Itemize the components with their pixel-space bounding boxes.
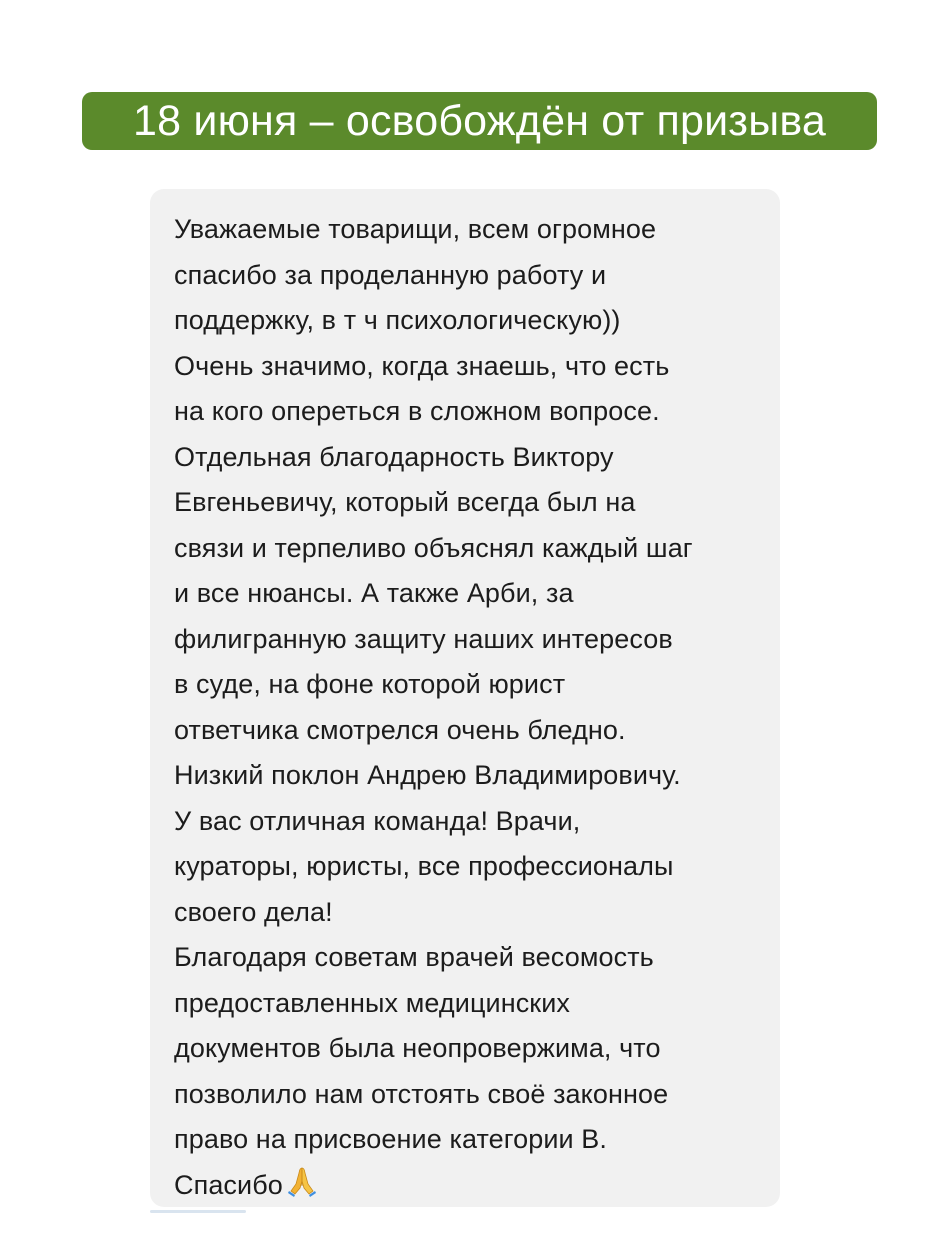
message-line: кураторы, юристы, все профессионалы xyxy=(174,851,674,881)
message-line: документов была неопровержима, что xyxy=(174,1033,661,1063)
message-line: предоставленных медицинских xyxy=(174,987,571,1018)
message-line: Благодаря советам врачей весомость xyxy=(174,942,654,972)
message-line: право на присвоение категории В. xyxy=(174,1124,608,1154)
message-line: филигранную защиту наших интересов xyxy=(174,623,673,654)
message-line: связи и терпеливо объяснял каждый шаг xyxy=(174,532,693,563)
header-badge xyxy=(82,92,877,150)
message-line: Низкий поклон Андрею Владимировичу. xyxy=(174,760,681,790)
folded-hands-icon xyxy=(285,1164,319,1198)
bottom-edge-indicator xyxy=(150,1210,246,1213)
closing-word: Спасибо xyxy=(174,1169,283,1200)
message-line: и все нюансы. А также Арби, за xyxy=(174,578,574,608)
message-line: поддержку, в т ч психологическую)) xyxy=(174,305,621,335)
message-line: Очень значимо, когда знаешь, что есть xyxy=(174,350,670,381)
header-title: 18 июня – освобождён от призыва xyxy=(132,96,827,145)
message-line: своего дела! xyxy=(174,896,333,927)
message-line: Евгеньевичу, который всегда был на xyxy=(174,487,636,517)
message-line: Отдельная благодарность Виктору xyxy=(174,441,614,472)
message-line: спасибо за проделанную работу и xyxy=(174,259,607,290)
message-line: ответчика смотрелся очень бледно. xyxy=(174,714,626,745)
message-line: У вас отличная команда! Врачи, xyxy=(174,805,581,836)
message-text xyxy=(174,207,774,1208)
message-bubble xyxy=(150,189,780,1207)
message-line: в суде, на фоне которой юрист xyxy=(174,669,566,699)
message-closing-line xyxy=(174,1163,774,1209)
message-line: на кого опереться в сложном вопросе. xyxy=(174,396,660,426)
message-line: позволило нам отстоять своё законное xyxy=(174,1078,669,1109)
message-line: Уважаемые товарищи, всем огромное xyxy=(174,214,657,244)
